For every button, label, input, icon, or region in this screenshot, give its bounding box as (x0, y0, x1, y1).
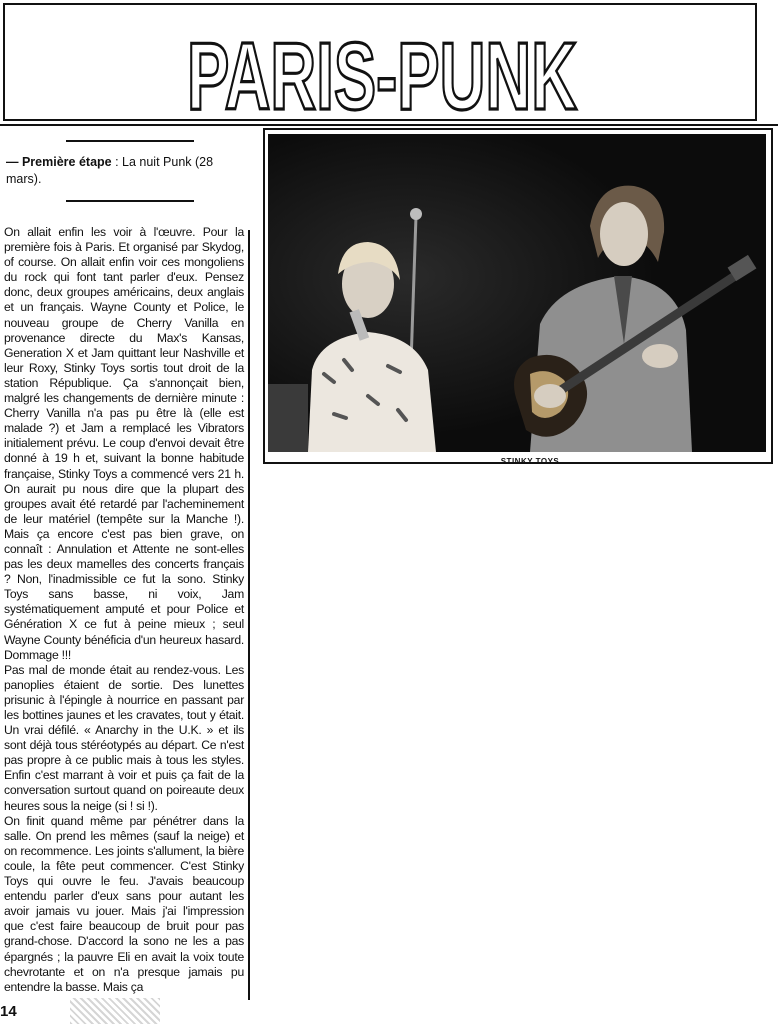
photo-caption: STINKY TOYS (500, 457, 560, 466)
article-body (4, 225, 244, 995)
band-photo-illustration (268, 134, 766, 452)
top-rule (66, 140, 194, 142)
title-box (3, 3, 757, 121)
article-paragraph: On finit quand même par pénétrer dans la salle. On prend les mêmes (sauf la neige) et on recommence. Les joints s'allument, la bière coule, la fête peut commencer. C'est Stinky Toys qui ouvre le feu. J'avais beaucoup entendu parler d'eux sans pour autant les avoir jamais vu jouer. Mais j'ai l'impression que c'est faire beaucoup de bruit pour pas grand-chose. D'accord la sono ne les a pas épargnés ; la pauvre Eli en avait la voix toute chevrotante et on n'a presque jamais pu entendre la basse. Mais ça (4, 813, 244, 994)
column-divider (248, 230, 250, 1000)
page-title: PARIS-PUNK (187, 23, 577, 123)
paper-scuff (70, 998, 160, 1024)
page-number: 14 (0, 1003, 17, 1020)
header-rule (0, 124, 778, 126)
title-banner (5, 5, 759, 123)
stage-description: : La nuit Punk (28 mars). (6, 155, 214, 186)
article-paragraph: Pas mal de monde était au rendez-vous. Les panoplies étaient de sortie. Des lunettes prisunic à l'épingle à nourrice en passant par les bottines jaunes et les cravates, tout y était. Un vrai défilé. « Anarchy in the U.K. » et ils sont déjà tous stéréotypés au départ. Ce n'est pas propre à ce public mais à tous les styles. Enfin c'est marrant à voir et puis ça fait de la conversation surtout quand on poireaute deux heures sous la neige (si ! si !). (4, 662, 244, 813)
stage-label (6, 154, 246, 188)
band-photo (268, 134, 766, 452)
article-paragraph: On allait enfin les voir à l'œuvre. Pour la première fois à Paris. Et organisé par Skydog, of course. On allait enfin voir ces mongoliens du rock qui font tant parler d'eux. Pensez donc, deux groupes américains, deux anglais et un français. Wayne County et Police, le nouveau groupe de Cherry Vanilla en provenance directe du Max's Kansas, Generation X et Jam quittant leur Nashville et leur Roxy, Stinky Toys sortis tout droit de la station République. Ça s'annonçait bien, malgré les changements de dernière minute : Cherry Vanilla n'a pas pu être là (elle est malade ?) et Jam a remplacé les Vibrators initialement prévu. Le coup d'envoi devait être donné à 19 h et, suivant la bonne habitude française, Stinky Toys a commencé vers 21 h. On aurait pu nous dire que la plupart des groupes avait été retardé par l'acheminement de leur matériel (tempête sur la Manche !). Mais ça encore c'est pas bien grave, on connaît : Annulation et Attente ne sont-elles pas les deux mamelles des concerts français ? Non, l'inadmissible ce fut la sono. Stinky Toys sans basse, ni voix, Jam systématiquement amputé et pour Police et Génération X ce fut à peine mieux ; seul Wayne County bénéficia d'un heureux hasard. Dommage !!! (4, 225, 244, 662)
bottom-rule (66, 200, 194, 202)
stage-prefix: — Première étape (6, 155, 112, 169)
